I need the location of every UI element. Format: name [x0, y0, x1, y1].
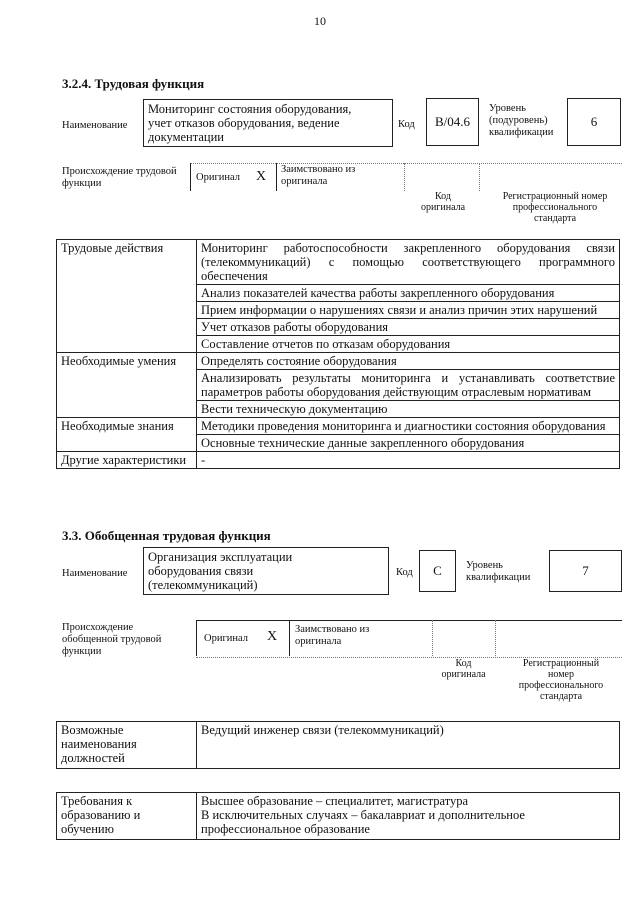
- caption-line: Код: [455, 658, 472, 669]
- value-line: Высшее образование – специалитет, магистратура: [201, 794, 469, 808]
- label-line: Возможные: [61, 723, 124, 737]
- borrowed-label: [281, 164, 355, 188]
- origin-divider: [289, 620, 290, 656]
- value-line: В исключительных случаях – бакалавриат и дополнительное: [201, 808, 525, 822]
- origin-label-line: Происхождение: [62, 622, 134, 633]
- name-label: Наименование: [62, 120, 128, 131]
- education-table: [56, 792, 620, 840]
- table-cell: Анализировать результаты мониторинга и устанавливать соответствие параметров работы оборудования действующим отраслевым нормативам: [197, 370, 620, 401]
- table-cell: Определять состояние оборудования: [197, 353, 620, 370]
- origin-label: [62, 622, 161, 658]
- table-cell: Составление отчетов по отказам оборудования: [197, 336, 620, 353]
- level-label-line: (подуровень): [489, 115, 548, 126]
- table-cell: Прием информации о нарушениях связи и анализ причин этих нарушений: [197, 302, 620, 319]
- caption-line: Регистрационный: [522, 658, 600, 669]
- origin-divider: [276, 163, 277, 191]
- label-line: наименования: [61, 737, 137, 751]
- table-cell: Вести техническую документацию: [197, 401, 620, 418]
- code-value-box: B/04.6: [426, 98, 479, 146]
- origin-divider: [190, 163, 191, 191]
- origin-divider: [404, 163, 405, 191]
- function-name-line: документации: [148, 130, 224, 144]
- caption-line: Код: [435, 191, 451, 202]
- table-cell: -: [197, 452, 620, 469]
- page-number: 10: [314, 14, 326, 28]
- level-label-line: Уровень: [489, 103, 526, 114]
- code-value-box: C: [419, 550, 456, 592]
- education-value: [197, 793, 620, 840]
- caption-line: оригинала: [441, 669, 486, 680]
- level-label: [489, 103, 553, 139]
- table-cell: Мониторинг работоспособности закрепленного оборудования связи (телекоммуникаций) с помощью соответствующего программного обеспечения: [197, 240, 620, 285]
- value-line: профессиональное образование: [201, 822, 370, 836]
- original-label: Оригинал: [196, 172, 240, 183]
- label-line: обучению: [61, 822, 114, 836]
- origin-row: [196, 620, 622, 658]
- borrowed-label-line: оригинала: [295, 636, 342, 647]
- level-value-box: 6: [567, 98, 621, 146]
- label-line: должностей: [61, 751, 125, 765]
- origin-label-line: функции: [62, 646, 102, 657]
- level-label-line: квалификации: [466, 572, 531, 583]
- caption-line: стандарта: [533, 213, 577, 224]
- borrowed-label: [295, 624, 369, 648]
- original-mark: X: [267, 629, 278, 644]
- labor-function-table: [56, 239, 620, 469]
- function-name-line: (телекоммуникаций): [148, 578, 258, 592]
- table-cell: Анализ показателей качества работы закрепленного оборудования: [197, 285, 620, 302]
- code-label: Код: [398, 119, 415, 130]
- table-cell: Учет отказов работы оборудования: [197, 319, 620, 336]
- generalized-function-name-box: [143, 547, 389, 595]
- origin-divider: [495, 620, 496, 656]
- origin-divider: [432, 620, 433, 656]
- caption-line: стандарта: [539, 691, 583, 702]
- origin-label-line: функции: [62, 178, 102, 189]
- caption-line: Регистрационный номер: [502, 191, 608, 202]
- label-line: Требования к: [61, 794, 133, 808]
- positions-table: [56, 721, 620, 769]
- function-name-line: Организация эксплуатации: [148, 550, 293, 564]
- level-label-line: квалификации: [489, 127, 554, 138]
- function-name-line: учет отказов оборудования, ведение: [148, 116, 340, 130]
- level-value-box: 7: [549, 550, 622, 592]
- origin-row: [190, 163, 622, 192]
- code-original-caption: [432, 658, 495, 680]
- level-label-line: Уровень: [466, 560, 503, 571]
- table-cell: Основные технические данные закрепленного оборудования: [197, 435, 620, 452]
- code-original-caption: [414, 191, 472, 213]
- caption-line: профессионального: [512, 202, 598, 213]
- caption-line: номер: [548, 669, 574, 680]
- original-mark: X: [256, 169, 267, 184]
- origin-label-line: Происхождение трудовой: [62, 166, 177, 177]
- positions-value: Ведущий инженер связи (телекоммуникаций): [197, 722, 620, 769]
- table-row-label: Трудовые действия: [57, 240, 197, 353]
- caption-line: профессионального: [518, 680, 604, 691]
- reg-number-caption: [500, 658, 622, 702]
- education-label: [57, 793, 197, 840]
- table-row-label: Другие характеристики: [57, 452, 197, 469]
- borrowed-label-line: Заимствовано из: [295, 624, 370, 635]
- reg-number-caption: [487, 191, 623, 224]
- origin-label-line: обобщенной трудовой: [62, 634, 162, 645]
- function-name-box: [143, 99, 393, 147]
- table-row-label: Необходимые умения: [57, 353, 197, 418]
- section-heading-3-3: 3.3. Обобщенная трудовая функция: [62, 528, 271, 543]
- origin-divider: [196, 620, 197, 656]
- origin-label: [62, 166, 177, 190]
- table-row-label: Необходимые знания: [57, 418, 197, 452]
- original-label: Оригинал: [204, 633, 248, 644]
- borrowed-label-line: оригинала: [281, 176, 328, 187]
- name-label: Наименование: [62, 568, 128, 579]
- table-cell: Методики проведения мониторинга и диагностики состояния оборудования: [197, 418, 620, 435]
- positions-label: [57, 722, 197, 769]
- code-label: Код: [396, 567, 413, 578]
- origin-divider: [479, 163, 480, 191]
- label-line: образованию и: [61, 808, 141, 822]
- section-heading-3-2-4: 3.2.4. Трудовая функция: [62, 76, 205, 91]
- function-name-line: Мониторинг состояния оборудования,: [148, 102, 352, 116]
- level-label: [466, 560, 530, 584]
- function-name-line: оборудования связи: [148, 564, 254, 578]
- borrowed-label-line: Заимствовано из: [281, 164, 356, 175]
- caption-line: оригинала: [420, 202, 466, 213]
